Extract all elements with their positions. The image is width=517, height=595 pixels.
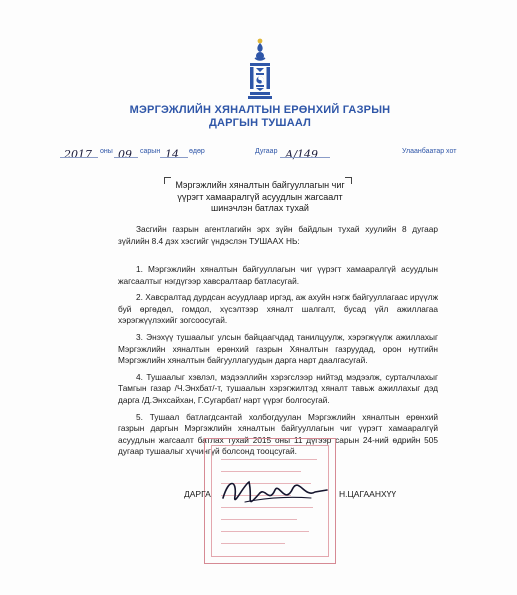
year-label: оны — [100, 148, 113, 155]
subject-line: Мэргэжлийн хяналтын байгууллагын чиг — [175, 180, 345, 190]
number-underline — [280, 157, 330, 158]
stamp-text-line — [221, 459, 317, 460]
number-label: Дугаар — [255, 148, 278, 155]
stamp-text-line — [221, 531, 309, 532]
stamp-text-line — [221, 519, 297, 520]
year-handwritten: 2017 — [64, 148, 92, 161]
intro-paragraph — [118, 224, 438, 252]
number-handwritten: А/149 — [285, 148, 319, 161]
order-item: 3. Энэхүү тушаалыг улсын байцаагчдад танилцуулж, хэрэгжүүлж ажиллахыг Мэргэжлийн хяналтын ерөнхий газрын Хяналтын газруудад, орон нутгийн Мэргэжлийн хяналтын байгууллагуудын дарга нарт даалгасугай. — [118, 331, 438, 366]
order-item: 1. Мэргэжлийн хяналтын байгууллагын чиг үүрэгт хамааралгүй асуудлын жагсаалтыг нэгдүгээр хавсралтаар батласугай. — [118, 264, 438, 286]
order-item: 4. Тушаалыг хэвлэл, мэдээллийн хэрэгслээр нийтэд мэдээлж, сурталчлахыг Тамгын газар /Ч.Энхбат/-т, тушаалын хэрэгжилтэд хяналт тавьж ажиллахыг дэд дарга /Д.Энхсайхан, Г.Сугарбат/ нарт үүрэг болгосугай. — [118, 371, 438, 405]
signatory-name: Н.ЦАГААНХҮҮ — [339, 489, 397, 499]
order-item: 2. Хавсралтад дурдсан асуудлаар иргэд, аж ахуйн нэгж байгууллагаас ирүүлж буй өргөдөл, гомдол, хүсэлтээр хяналт шалгалт, бусад үйл ажиллагаа хэрэгжүүлэхийг зогсоосугай. — [118, 292, 438, 326]
place-label: Улаанбаатар хот — [402, 148, 457, 155]
subject-line: үүрэгт хамааралгүй асуудлын жагсаалт — [177, 191, 343, 202]
soyombo-emblem-icon — [246, 38, 274, 100]
meta-row — [0, 143, 517, 161]
subject-block — [150, 180, 370, 215]
day-label: өдөр — [189, 148, 205, 155]
month-label: сарын — [140, 148, 161, 155]
signatory-title: ДАРГА — [184, 489, 211, 499]
day-underline — [160, 157, 188, 158]
year-underline — [60, 157, 98, 158]
order-title: ДАРГЫН ТУШААЛ — [208, 117, 312, 129]
handwritten-signature — [215, 468, 335, 518]
day-handwritten: 14 — [165, 148, 179, 161]
month-handwritten: 09 — [118, 148, 132, 161]
subject-line: шинэчлэн батлах тухай — [211, 203, 309, 213]
intro-text: Засгийн газрын агентлагийн эрх зүйн байдлын тухай хуулийн 8 дугаар зүйлийн 8.4 дэх хэсгийг үндэслэн ТУШААХ НЬ: — [118, 224, 438, 246]
org-title: МЭРГЭЖЛИЙН ХЯНАЛТЫН ЕРӨНХИЙ ГАЗРЫН — [129, 104, 391, 116]
month-underline — [114, 157, 138, 158]
stamp-text-line — [221, 543, 285, 544]
order-items — [118, 264, 438, 463]
order-item: 5. Тушаал батлагдсантай холбогдуулан Мэргэжлийн хяналтын ерөнхий газрын даргын Мэргэжлийн хяналтын байгууллагын чиг үүрэгт хамааралгүй асуудлын жагсаалт батлах тухай 2015 оны 11 дүгээр сарын 24-ний өдрийн 505 дугаар тушаалыг хүчингүй болсонд тооцсугай. — [118, 411, 438, 457]
